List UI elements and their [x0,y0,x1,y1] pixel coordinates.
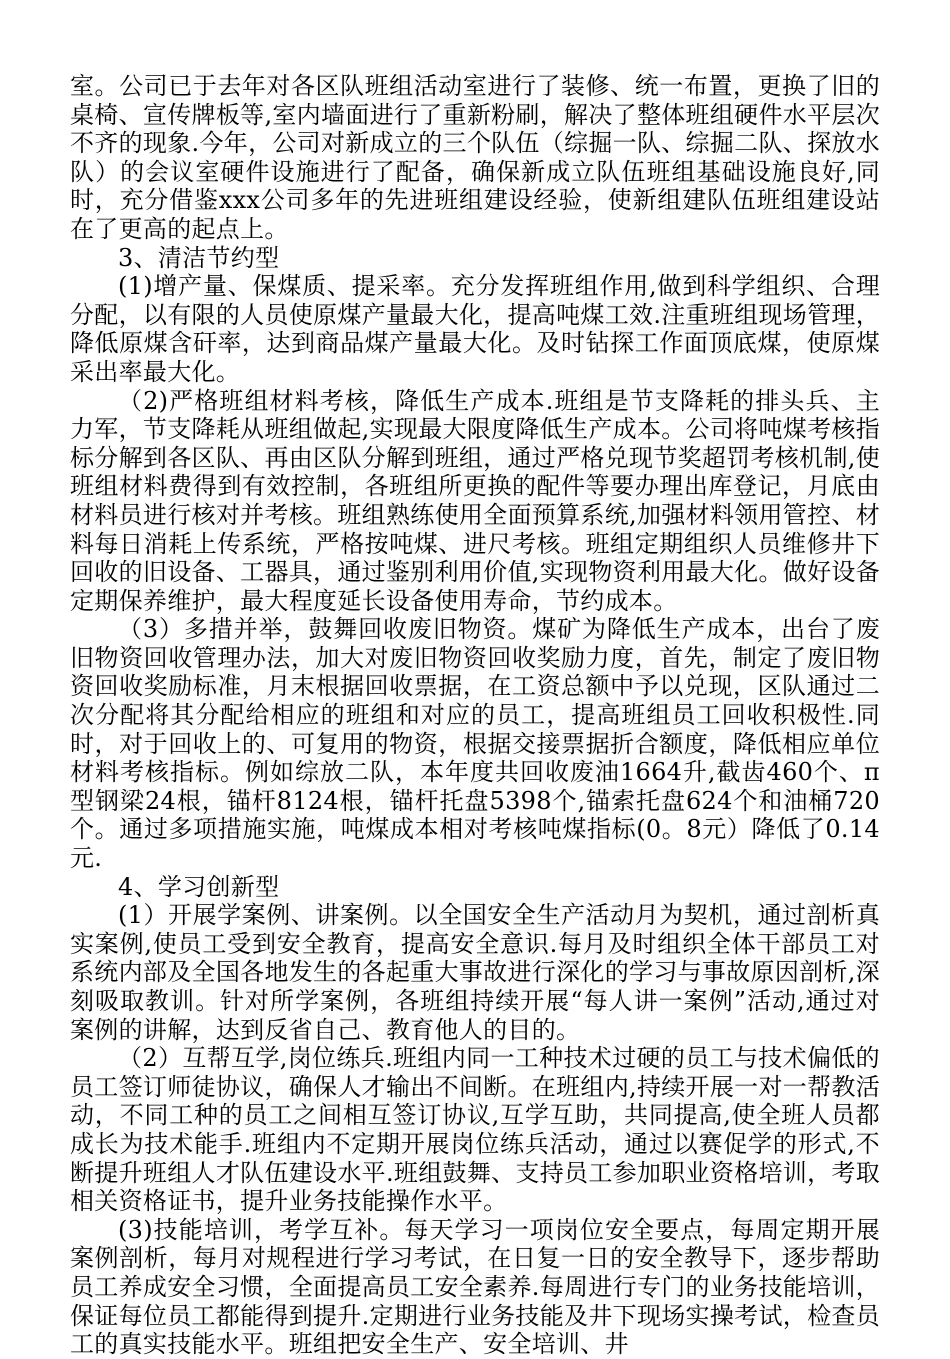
paragraph-continuation: 室。公司已于去年对各区队班组活动室进行了装修、统一布置，更换了旧的桌椅、宣传牌板等,室内墙面进行了重新粉刷，解决了整体班组硬件水平层次不齐的现象.今年，公司对新成立的三个队伍（综掘一队、综掘二队、探放水队）的会议室硬件设施进行了配备，确保新成立队伍班组基础设施良好,同时，充分借鉴xxx公司多年的先进班组建设经验，使新组建队伍班组建设站在了更高的起点上。 [70,72,880,243]
paragraph-case-study: (1）开展学案例、讲案例。以全国安全生产活动月为契机，通过剖析真实案例,使员工受到安全教育，提高安全意识.每月及时组织全体干部员工对系统内部及全国各地发生的各起重大事故进行深化的学习与事故原因剖析,深刻吸取教训。针对所学案例，各班组持续开展“每人讲一案例”活动,通过对案例的讲解，达到反省自己、教育他人的目的。 [70,901,880,1044]
paragraph-waste-recycling: （3）多措并举，鼓舞回收废旧物资。煤矿为降低生产成本，出台了废旧物资回收管理办法，加大对废旧物资回收奖励力度，首先，制定了废旧物资回收奖励标准，月末根据回收票据，在工资总额中予以兑现，区队通过二次分配将其分配给相应的班组和对应的员工，提高班组员工回收积极性.同时，对于回收上的、可复用的物资，根据交接票据折合额度，降低相应单位材料考核指标。例如综放二队，本年度共回收废油1664升,截齿460个、π型钢梁24根，锚杆8124根，锚杆托盘5398个,锚索托盘624个和油桶720个。通过多项措施实施，吨煤成本相对考核吨煤指标(0。8元）降低了0.14元. [70,615,880,873]
section-heading-clean-saving: 3、清洁节约型 [118,243,280,272]
paragraph-mutual-help: （2）互帮互学,岗位练兵.班组内同一工种技术过硬的员工与技术偏低的员工签订师徒协议，确保人才输出不间断。在班组内,持续开展一对一帮教活动，不同工种的员工之间相互签订协议,互学互助，共同提高,使全班人员都成长为技术能手.班组内不定期开展岗位练兵活动，通过以赛促学的形式,不断提升班组人才队伍建设水平.班组鼓舞、支持员工参加职业资格培训，考取相关资格证书，提升业务技能操作水平。 [70,1044,880,1216]
paragraph-material-assessment: （2)严格班组材料考核，降低生产成本.班组是节支降耗的排头兵、主力军，节支降耗从班组做起,实现最大限度降低生产成本。公司将吨煤考核指标分解到各区队、再由区队分解到班组，通过严格兑现节奖超罚考核机制,使班组材料费得到有效控制，各班组所更换的配件等要办理出库登记，月底由材料员进行核对并考核。班组熟练使用全面预算系统,加强材料领用管控、材料每日消耗上传系统，严格按吨煤、进尺考核。班组定期组织人员维修井下回收的旧设备、工器具，通过鉴别利用价值,实现物资利用最大化。做好设备定期保养维护，最大程度延长设备使用寿命，节约成本。 [70,386,880,615]
paragraph-increase-output: (1)增产量、保煤质、提采率。充分发挥班组作用,做到科学组织、合理分配，以有限的人员使原煤产量最大化，提高吨煤工效.注重班组现场管理，降低原煤含矸率，达到商品煤产量最大化。及时钻探工作面顶底煤，使原煤采出率最大化。 [70,272,880,386]
paragraph-skill-training: (3)技能培训，考学互补。每天学习一项岗位安全要点，每周定期开展案例剖析，每月对规程进行学习考试，在日复一日的安全教导下，逐步帮助员工养成安全习惯，全面提高员工安全素养.每周进行专门的业务技能培训，保证每位员工都能得到提升.定期进行业务技能及井下现场实操考试，检查员工的真实技能水平。班组把安全生产、安全培训、井 [70,1215,880,1359]
section-heading-learning-innovation: 4、学习创新型 [118,872,280,901]
